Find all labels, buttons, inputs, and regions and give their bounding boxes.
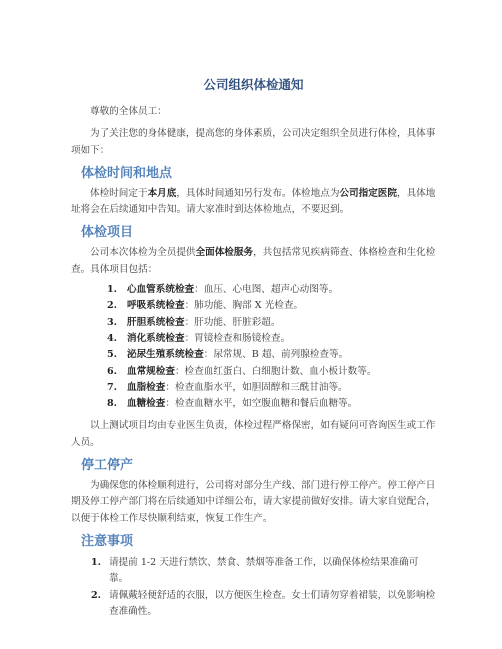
list-item xyxy=(71,588,436,621)
text-segment: ，具体地址将会在后续通知中告知。请大家准时到达体检地点，不要迟到。 xyxy=(71,187,436,216)
item-number: 8. xyxy=(107,398,118,410)
item-text: ：检查血脂水平，如胆固醇和三酰甘油等。 xyxy=(165,381,348,393)
item-title: 血常规检查 xyxy=(127,365,175,377)
section-heading-time-location: 体检时间和地点 xyxy=(81,165,173,181)
text-segment: ，共包括常见疾病筛查、体格检查和生化检查。具体项目包括： xyxy=(71,247,436,275)
list-item xyxy=(71,331,436,347)
section-heading-exam-items: 体检项目 xyxy=(81,225,134,241)
item-text: ：肝功能、肝脏彩超。 xyxy=(184,316,281,328)
list-item xyxy=(71,282,436,298)
text-segment: ，具体时间通知另行发布。体检地点为 xyxy=(176,187,340,199)
list-item xyxy=(71,396,436,412)
greeting: 尊敬的全体员工： xyxy=(90,106,167,117)
bold-term: 本月底 xyxy=(147,187,177,199)
time-location-paragraph xyxy=(71,186,436,219)
item-text: ：胃镜检查和肠镜检查。 xyxy=(184,332,291,344)
item-text: ：检查血糖水平，如空腹血糖和餐后血糖等。 xyxy=(165,398,358,410)
list-item xyxy=(71,347,436,363)
list-item xyxy=(71,315,436,331)
bold-term: 全面体检服务 xyxy=(195,247,254,259)
document-content xyxy=(71,76,436,626)
section-heading-shutdown: 停工停产 xyxy=(81,458,134,474)
item-text: ：检查血红蛋白、白细胞计数、血小板计数等。 xyxy=(174,365,377,377)
item-text: ：肺功能、胸部 X 光检查。 xyxy=(184,300,304,312)
exam-intro-paragraph xyxy=(71,245,436,278)
bold-term: 公司指定医院 xyxy=(339,187,397,199)
item-number: 4. xyxy=(107,332,118,344)
exam-closing-paragraph: 以上测试项目均由专业医生负责，体检过程严格保密，如有疑问可咨询医生或工作人员。 xyxy=(71,420,436,448)
item-number: 2. xyxy=(91,589,102,601)
shutdown-paragraph: 为确保您的体检顺利进行，公司将对部分生产线、部门进行停工停产。停工停产日期及停工停产部门将在后续通知中详细公布，请大家提前做好安排。请大家自觉配合，以便于体检工作尽快顺利结束，恢复工作生产。 xyxy=(71,480,436,524)
item-number: 2. xyxy=(107,300,118,312)
text-segment: 体检时间定于 xyxy=(90,187,148,199)
item-number: 5. xyxy=(107,349,118,361)
page-title: 公司组织体检通知 xyxy=(203,77,304,92)
list-item xyxy=(71,380,436,396)
item-title: 肝胆系统检查 xyxy=(127,316,185,328)
item-number: 1. xyxy=(91,556,102,568)
text-segment: 公司本次体检为全员提供 xyxy=(90,247,196,259)
item-title: 呼吸系统检查 xyxy=(127,300,185,312)
list-item xyxy=(71,364,436,380)
section-heading-notes: 注意事项 xyxy=(81,533,134,549)
item-title: 血糖检查 xyxy=(127,398,166,410)
item-text: 请提前 1-2 天进行禁饮、禁食、禁烟等准备工作，以确保体检结果准确可靠。 xyxy=(109,556,419,585)
intro-paragraph: 为了关注您的身体健康，提高您的身体素质，公司决定组织全员进行体检，具体事项如下： xyxy=(71,128,436,156)
item-title: 血脂检查 xyxy=(127,381,166,393)
item-number: 3. xyxy=(107,316,118,328)
item-title: 消化系统检查 xyxy=(127,332,185,344)
item-number: 1. xyxy=(107,284,118,296)
item-title: 泌尿生殖系统检查 xyxy=(127,349,204,361)
item-number: 7. xyxy=(107,381,118,393)
list-item xyxy=(71,555,436,588)
item-text: ：血压、心电图、超声心动图等。 xyxy=(194,284,339,296)
list-item xyxy=(71,298,436,314)
item-title: 心血管系统检查 xyxy=(127,284,195,296)
notes-list xyxy=(71,555,436,620)
exam-items-list xyxy=(71,282,436,412)
item-text: 请佩戴轻便舒适的衣服，以方便医生检查。女士们请勿穿着裙装，以免影响检查准确性。 xyxy=(109,589,436,617)
item-text: ：尿常规、B 超、前列腺检查等。 xyxy=(203,349,349,361)
item-number: 6. xyxy=(107,365,118,377)
